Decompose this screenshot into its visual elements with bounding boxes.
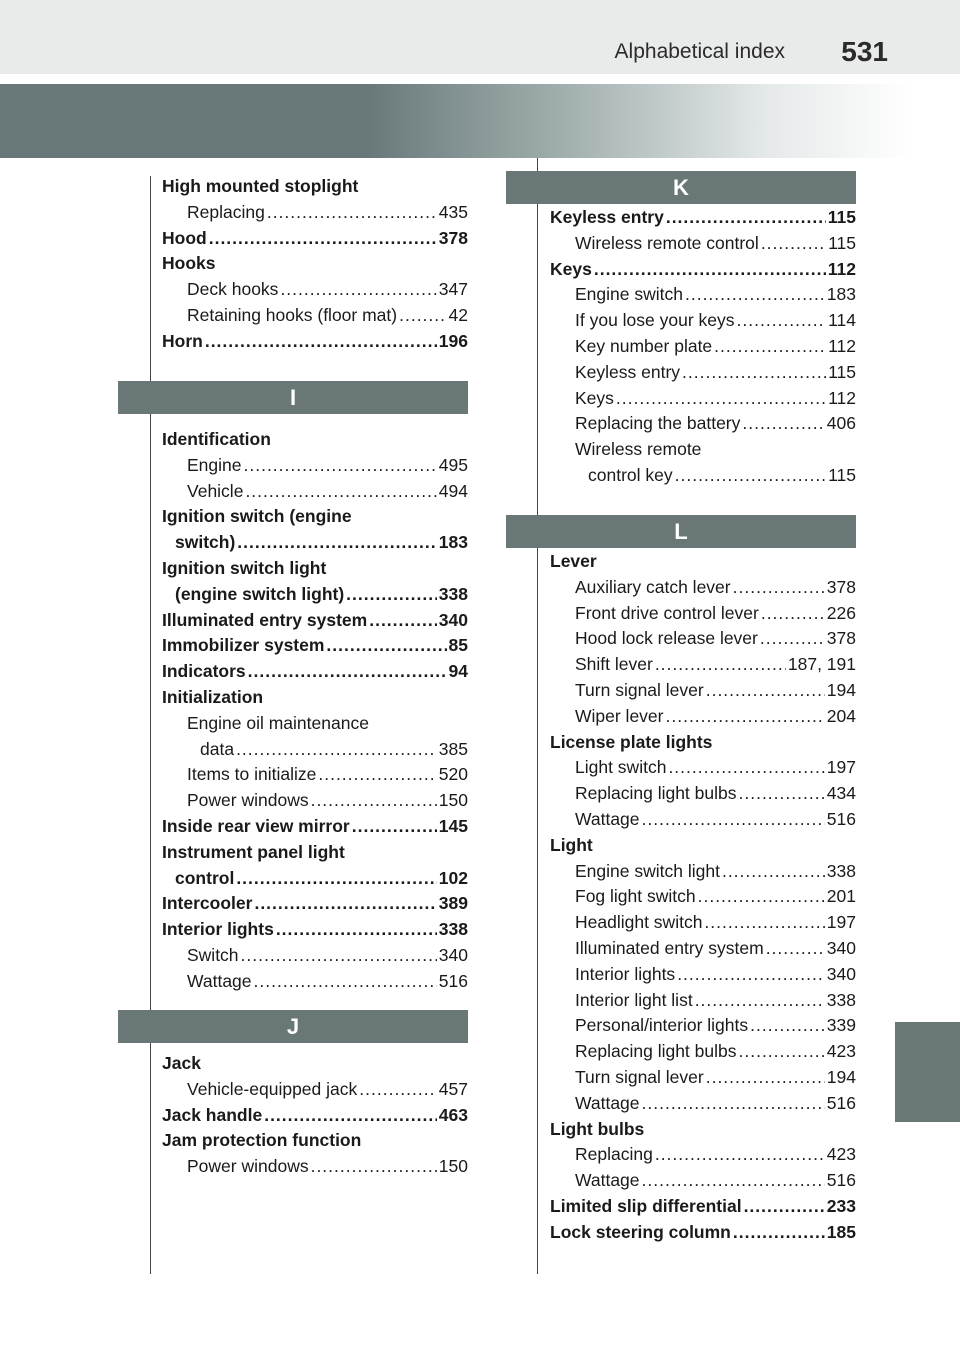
page-reference[interactable]: 378 <box>826 576 856 597</box>
dot-leader <box>241 943 437 969</box>
page-reference[interactable]: 385 <box>438 738 468 759</box>
dot-leader <box>666 704 825 730</box>
index-entry <box>550 884 856 910</box>
dot-leader <box>739 1039 825 1065</box>
dot-leader <box>761 601 825 627</box>
index-entry: Initialization <box>162 686 264 707</box>
entry-label: Illuminated entry system <box>575 937 764 958</box>
entry-label: Replacing <box>187 201 265 222</box>
dot-leader <box>706 1065 825 1091</box>
entry-label: Replacing light bulbs <box>575 1041 737 1062</box>
index-entry <box>550 910 856 936</box>
entry-label: Horn <box>162 330 203 351</box>
entry-label: Deck hooks <box>187 279 279 300</box>
page-reference[interactable]: 102 <box>438 867 468 888</box>
index-entry <box>162 226 468 252</box>
page-reference[interactable]: 85 <box>448 635 468 656</box>
page-reference[interactable]: 115 <box>828 464 856 485</box>
entry-label: Replacing <box>575 1144 653 1165</box>
dot-leader <box>205 329 437 355</box>
entry-label: Keyless entry <box>550 207 664 227</box>
entry-label: Keys <box>550 258 592 279</box>
page-reference[interactable]: 196 <box>438 330 468 351</box>
dot-leader <box>311 1154 437 1180</box>
index-entry <box>162 659 468 685</box>
thumb-index-tab[interactable] <box>895 1022 960 1122</box>
dot-leader <box>642 1091 825 1117</box>
dot-leader <box>685 282 825 308</box>
dot-leader <box>244 453 437 479</box>
dot-leader <box>399 303 446 329</box>
entry-label: Inside rear view mirror <box>162 815 350 836</box>
page-reference[interactable]: 516 <box>826 1092 856 1113</box>
page-reference[interactable]: 340 <box>826 963 856 984</box>
index-entry: Light <box>550 834 593 855</box>
entries-j <box>162 1051 468 1180</box>
dot-leader <box>248 659 447 685</box>
index-entry <box>550 936 856 962</box>
index-entry <box>550 678 856 704</box>
page-reference[interactable]: 495 <box>438 454 468 475</box>
dot-leader <box>677 962 825 988</box>
dot-leader <box>245 479 436 505</box>
entry-label: Keyless entry <box>575 361 681 382</box>
left-column-j <box>162 1010 468 1180</box>
page-reference[interactable]: 226 <box>826 602 856 623</box>
page-reference[interactable]: 340 <box>438 944 468 965</box>
page-reference[interactable]: 150 <box>438 790 468 811</box>
page-reference[interactable]: 197 <box>826 757 856 778</box>
index-entry <box>550 1039 856 1065</box>
entry-label: Lock steering column <box>550 1221 731 1242</box>
entry-label: Key number plate <box>575 335 713 356</box>
index-entry <box>550 1220 856 1246</box>
entry-label: Retaining hooks (floor mat) <box>187 304 398 325</box>
index-entry <box>550 411 856 437</box>
dot-leader <box>766 936 825 962</box>
dot-leader <box>714 334 826 360</box>
index-entry <box>550 308 856 334</box>
right-column-k <box>550 171 856 489</box>
dot-leader <box>675 463 826 489</box>
index-entry: Jack <box>162 1053 201 1073</box>
entry-label: If you lose your keys <box>575 310 735 331</box>
page-reference[interactable]: 112 <box>827 258 856 279</box>
entry-label: Headlight switch <box>575 912 703 933</box>
entry-label: control key <box>588 464 673 485</box>
page-reference[interactable]: 463 <box>438 1104 468 1125</box>
index-entry <box>550 1168 856 1194</box>
index-entry <box>162 788 468 814</box>
entries-l <box>550 549 856 1246</box>
index-entry: Hooks <box>162 253 216 274</box>
entry-label: Limited slip differential <box>550 1195 742 1216</box>
dot-leader <box>695 988 825 1014</box>
entry-label: Front drive control lever <box>575 602 759 623</box>
index-entry <box>550 334 856 360</box>
index-entry <box>550 807 856 833</box>
index-entry <box>550 652 856 678</box>
index-entry <box>550 962 856 988</box>
index-entry <box>550 282 856 308</box>
page-reference[interactable]: 197 <box>826 912 856 933</box>
index-entry <box>550 231 856 257</box>
index-entry <box>162 814 468 840</box>
left-column <box>162 174 468 355</box>
page-reference[interactable]: 389 <box>438 893 468 914</box>
entry-label: Indicators <box>162 661 246 682</box>
header-title: Alphabetical index <box>614 40 785 63</box>
dot-leader <box>346 582 437 608</box>
index-entry <box>162 943 468 969</box>
section-header-j: J <box>118 1010 468 1043</box>
index-entry: License plate lights <box>550 731 713 752</box>
page-reference[interactable]: 434 <box>826 783 856 804</box>
dot-leader <box>742 411 824 437</box>
index-entry: High mounted stoplight <box>162 176 359 196</box>
right-column-rule <box>537 158 538 1274</box>
dot-leader <box>668 755 824 781</box>
page-reference[interactable]: 42 <box>448 304 468 325</box>
entry-label: Light switch <box>575 757 667 778</box>
index-entry <box>162 1103 468 1129</box>
page-reference[interactable]: 115 <box>828 361 856 382</box>
entry-label: Vehicle <box>187 480 244 501</box>
index-entry: Ignition switch (engine <box>162 506 352 527</box>
index-entry <box>162 329 468 355</box>
page-reference[interactable]: 516 <box>438 970 468 991</box>
page-reference[interactable]: 340 <box>826 937 856 958</box>
index-entry <box>550 1142 856 1168</box>
entry-label: Shift lever <box>575 654 653 675</box>
index-entry <box>550 704 856 730</box>
page-reference[interactable]: 112 <box>828 335 856 356</box>
index-entry: Wireless remote <box>575 439 702 460</box>
index-entry <box>550 781 856 807</box>
index-entry <box>550 386 856 412</box>
index-entry <box>162 891 468 917</box>
page-reference[interactable]: 115 <box>827 207 856 227</box>
dot-leader <box>254 969 437 995</box>
index-entry <box>162 1154 468 1180</box>
dot-leader <box>682 360 826 386</box>
entry-label: Power windows <box>187 1156 309 1177</box>
index-entry: Jam protection function <box>162 1130 362 1151</box>
dot-leader <box>237 530 437 556</box>
page-reference[interactable]: 423 <box>826 1144 856 1165</box>
page-reference[interactable]: 201 <box>826 886 856 907</box>
dot-leader <box>254 891 436 917</box>
entries-h <box>162 174 468 355</box>
entry-label: control <box>175 867 235 888</box>
dot-leader <box>655 1142 825 1168</box>
dot-leader <box>236 866 436 892</box>
index-entry: Engine oil maintenance <box>187 712 369 733</box>
index-entry <box>162 737 468 763</box>
page-reference[interactable]: 204 <box>826 705 856 726</box>
page-reference[interactable]: 516 <box>826 1170 856 1191</box>
dot-leader <box>642 1168 825 1194</box>
page-reference[interactable]: 94 <box>448 661 468 682</box>
entry-label: Replacing light bulbs <box>575 783 737 804</box>
index-entry <box>162 1077 468 1103</box>
header-bar <box>0 0 960 74</box>
page-reference[interactable]: 338 <box>826 989 856 1010</box>
index-entry <box>550 988 856 1014</box>
entries-k <box>550 205 856 489</box>
dot-leader <box>750 1013 825 1039</box>
entry-label: Interior lights <box>162 919 274 940</box>
dot-leader <box>359 1077 437 1103</box>
dot-leader <box>264 1103 437 1129</box>
entry-label: Turn signal lever <box>575 679 704 700</box>
entry-label: Engine switch <box>575 284 683 305</box>
page-reference[interactable]: 150 <box>438 1156 468 1177</box>
index-entry: Identification <box>162 429 271 449</box>
dot-leader <box>352 814 437 840</box>
entry-label: Replacing the battery <box>575 413 741 434</box>
page-reference[interactable]: 183 <box>438 532 468 553</box>
page-reference[interactable]: 338 <box>438 583 468 604</box>
index-entry <box>550 257 856 283</box>
entry-label: Items to initialize <box>187 764 317 785</box>
entry-label: Auxiliary catch lever <box>575 576 731 597</box>
index-entry <box>550 205 856 231</box>
page-reference[interactable]: 112 <box>828 387 856 408</box>
index-entry <box>550 575 856 601</box>
page-reference[interactable]: 516 <box>826 808 856 829</box>
index-entry <box>162 277 468 303</box>
entry-label: Keys <box>575 387 614 408</box>
index-entry <box>550 755 856 781</box>
header-band <box>0 84 960 158</box>
page-reference[interactable]: 340 <box>438 609 468 630</box>
page-reference[interactable]: 338 <box>438 919 468 940</box>
dot-leader <box>311 788 437 814</box>
dot-leader <box>722 859 825 885</box>
page-reference[interactable]: 185 <box>826 1221 856 1242</box>
entry-label: Illuminated entry system <box>162 609 368 630</box>
index-entry <box>550 859 856 885</box>
entry-label: Power windows <box>187 790 309 811</box>
dot-leader <box>733 1220 825 1246</box>
index-entry <box>550 1194 856 1220</box>
index-entry <box>550 360 856 386</box>
entry-label: Engine switch light <box>575 860 720 881</box>
left-column-i <box>162 381 468 995</box>
entry-label: Wattage <box>187 970 252 991</box>
dot-leader <box>733 575 825 601</box>
page-reference[interactable]: 520 <box>438 764 468 785</box>
index-entry <box>162 866 468 892</box>
dot-leader <box>737 308 827 334</box>
dot-leader <box>326 633 446 659</box>
entry-label: Wiper lever <box>575 705 664 726</box>
index-entry <box>550 463 856 489</box>
dot-leader <box>236 737 437 763</box>
section-header-k: K <box>506 171 856 204</box>
entry-label: Vehicle-equipped jack <box>187 1078 358 1099</box>
left-column-rule <box>150 176 151 1274</box>
entry-label: Intercooler <box>162 893 253 914</box>
page-reference[interactable]: 339 <box>826 1015 856 1036</box>
index-entry <box>162 303 468 329</box>
entry-label: Jack handle <box>162 1104 263 1125</box>
dot-leader <box>616 386 826 412</box>
section-header-l: L <box>506 515 856 548</box>
entry-label: Interior lights <box>575 963 676 984</box>
page-reference[interactable]: 406 <box>826 413 856 434</box>
page-reference[interactable]: 194 <box>826 1066 856 1087</box>
dot-leader <box>704 910 824 936</box>
page-reference[interactable]: 347 <box>438 279 468 300</box>
entry-label: Switch <box>187 944 239 965</box>
index-entry <box>550 1065 856 1091</box>
entry-label: Personal/interior lights <box>575 1015 749 1036</box>
page-reference[interactable]: 435 <box>438 201 468 222</box>
dot-leader <box>761 231 826 257</box>
index-entry <box>162 453 468 479</box>
index-entry: Lever <box>550 551 597 571</box>
entry-label: (engine switch light) <box>175 583 345 604</box>
index-entry: Light bulbs <box>550 1118 645 1139</box>
dot-leader <box>209 226 437 252</box>
dot-leader <box>267 200 437 226</box>
entry-label: Engine <box>187 454 242 475</box>
entry-label: Hood lock release lever <box>575 628 758 649</box>
dot-leader <box>744 1194 825 1220</box>
dot-leader <box>276 917 437 943</box>
index-entry: Ignition switch light <box>162 557 327 578</box>
dot-leader <box>318 762 436 788</box>
entry-label: switch) <box>175 532 236 553</box>
dot-leader <box>706 678 825 704</box>
page-reference[interactable]: 457 <box>438 1078 468 1099</box>
entry-label: Fog light switch <box>575 886 696 907</box>
index-entry <box>162 608 468 634</box>
entry-label: Wireless remote control <box>575 232 759 253</box>
index-entry <box>162 200 468 226</box>
page-reference[interactable]: 494 <box>438 480 468 501</box>
index-entry <box>162 633 468 659</box>
dot-leader <box>698 884 825 910</box>
entry-label: Immobilizer system <box>162 635 325 656</box>
page-reference[interactable]: 115 <box>828 232 856 253</box>
page-reference[interactable]: 423 <box>826 1041 856 1062</box>
index-entry <box>162 479 468 505</box>
page-reference[interactable]: 183 <box>826 284 856 305</box>
page-reference[interactable]: 378 <box>438 227 468 248</box>
page-number: 531 <box>841 36 888 67</box>
index-entry <box>162 530 468 556</box>
dot-leader <box>666 205 826 231</box>
dot-leader <box>594 257 826 283</box>
entry-label: Wattage <box>575 808 640 829</box>
entry-label: Hood <box>162 227 207 248</box>
index-entry <box>550 626 856 652</box>
page-reference[interactable]: 233 <box>826 1195 856 1216</box>
page-reference[interactable]: 114 <box>828 310 856 331</box>
dot-leader <box>760 626 825 652</box>
page-reference[interactable]: 187, 191 <box>787 654 856 675</box>
index-entry <box>162 582 468 608</box>
entry-label: Turn signal lever <box>575 1066 704 1087</box>
index-entry <box>162 762 468 788</box>
entry-label: data <box>200 738 235 759</box>
page-reference[interactable]: 145 <box>438 815 468 836</box>
right-column-l <box>550 515 856 1246</box>
dot-leader <box>369 608 437 634</box>
index-entry <box>162 917 468 943</box>
dot-leader <box>739 781 825 807</box>
entry-label: Interior light list <box>575 989 693 1010</box>
dot-leader <box>655 652 786 678</box>
dot-leader <box>642 807 825 833</box>
index-entry <box>550 601 856 627</box>
page-reference[interactable]: 378 <box>826 628 856 649</box>
index-entry <box>550 1013 856 1039</box>
page-reference[interactable]: 338 <box>826 860 856 881</box>
section-header-i: I <box>118 381 468 414</box>
dot-leader <box>280 277 436 303</box>
entry-label: Wattage <box>575 1092 640 1113</box>
index-entry <box>162 969 468 995</box>
entries-i <box>162 427 468 995</box>
index-entry: Instrument panel light <box>162 841 345 862</box>
entry-label: Wattage <box>575 1170 640 1191</box>
page-reference[interactable]: 194 <box>826 679 856 700</box>
index-entry <box>550 1091 856 1117</box>
